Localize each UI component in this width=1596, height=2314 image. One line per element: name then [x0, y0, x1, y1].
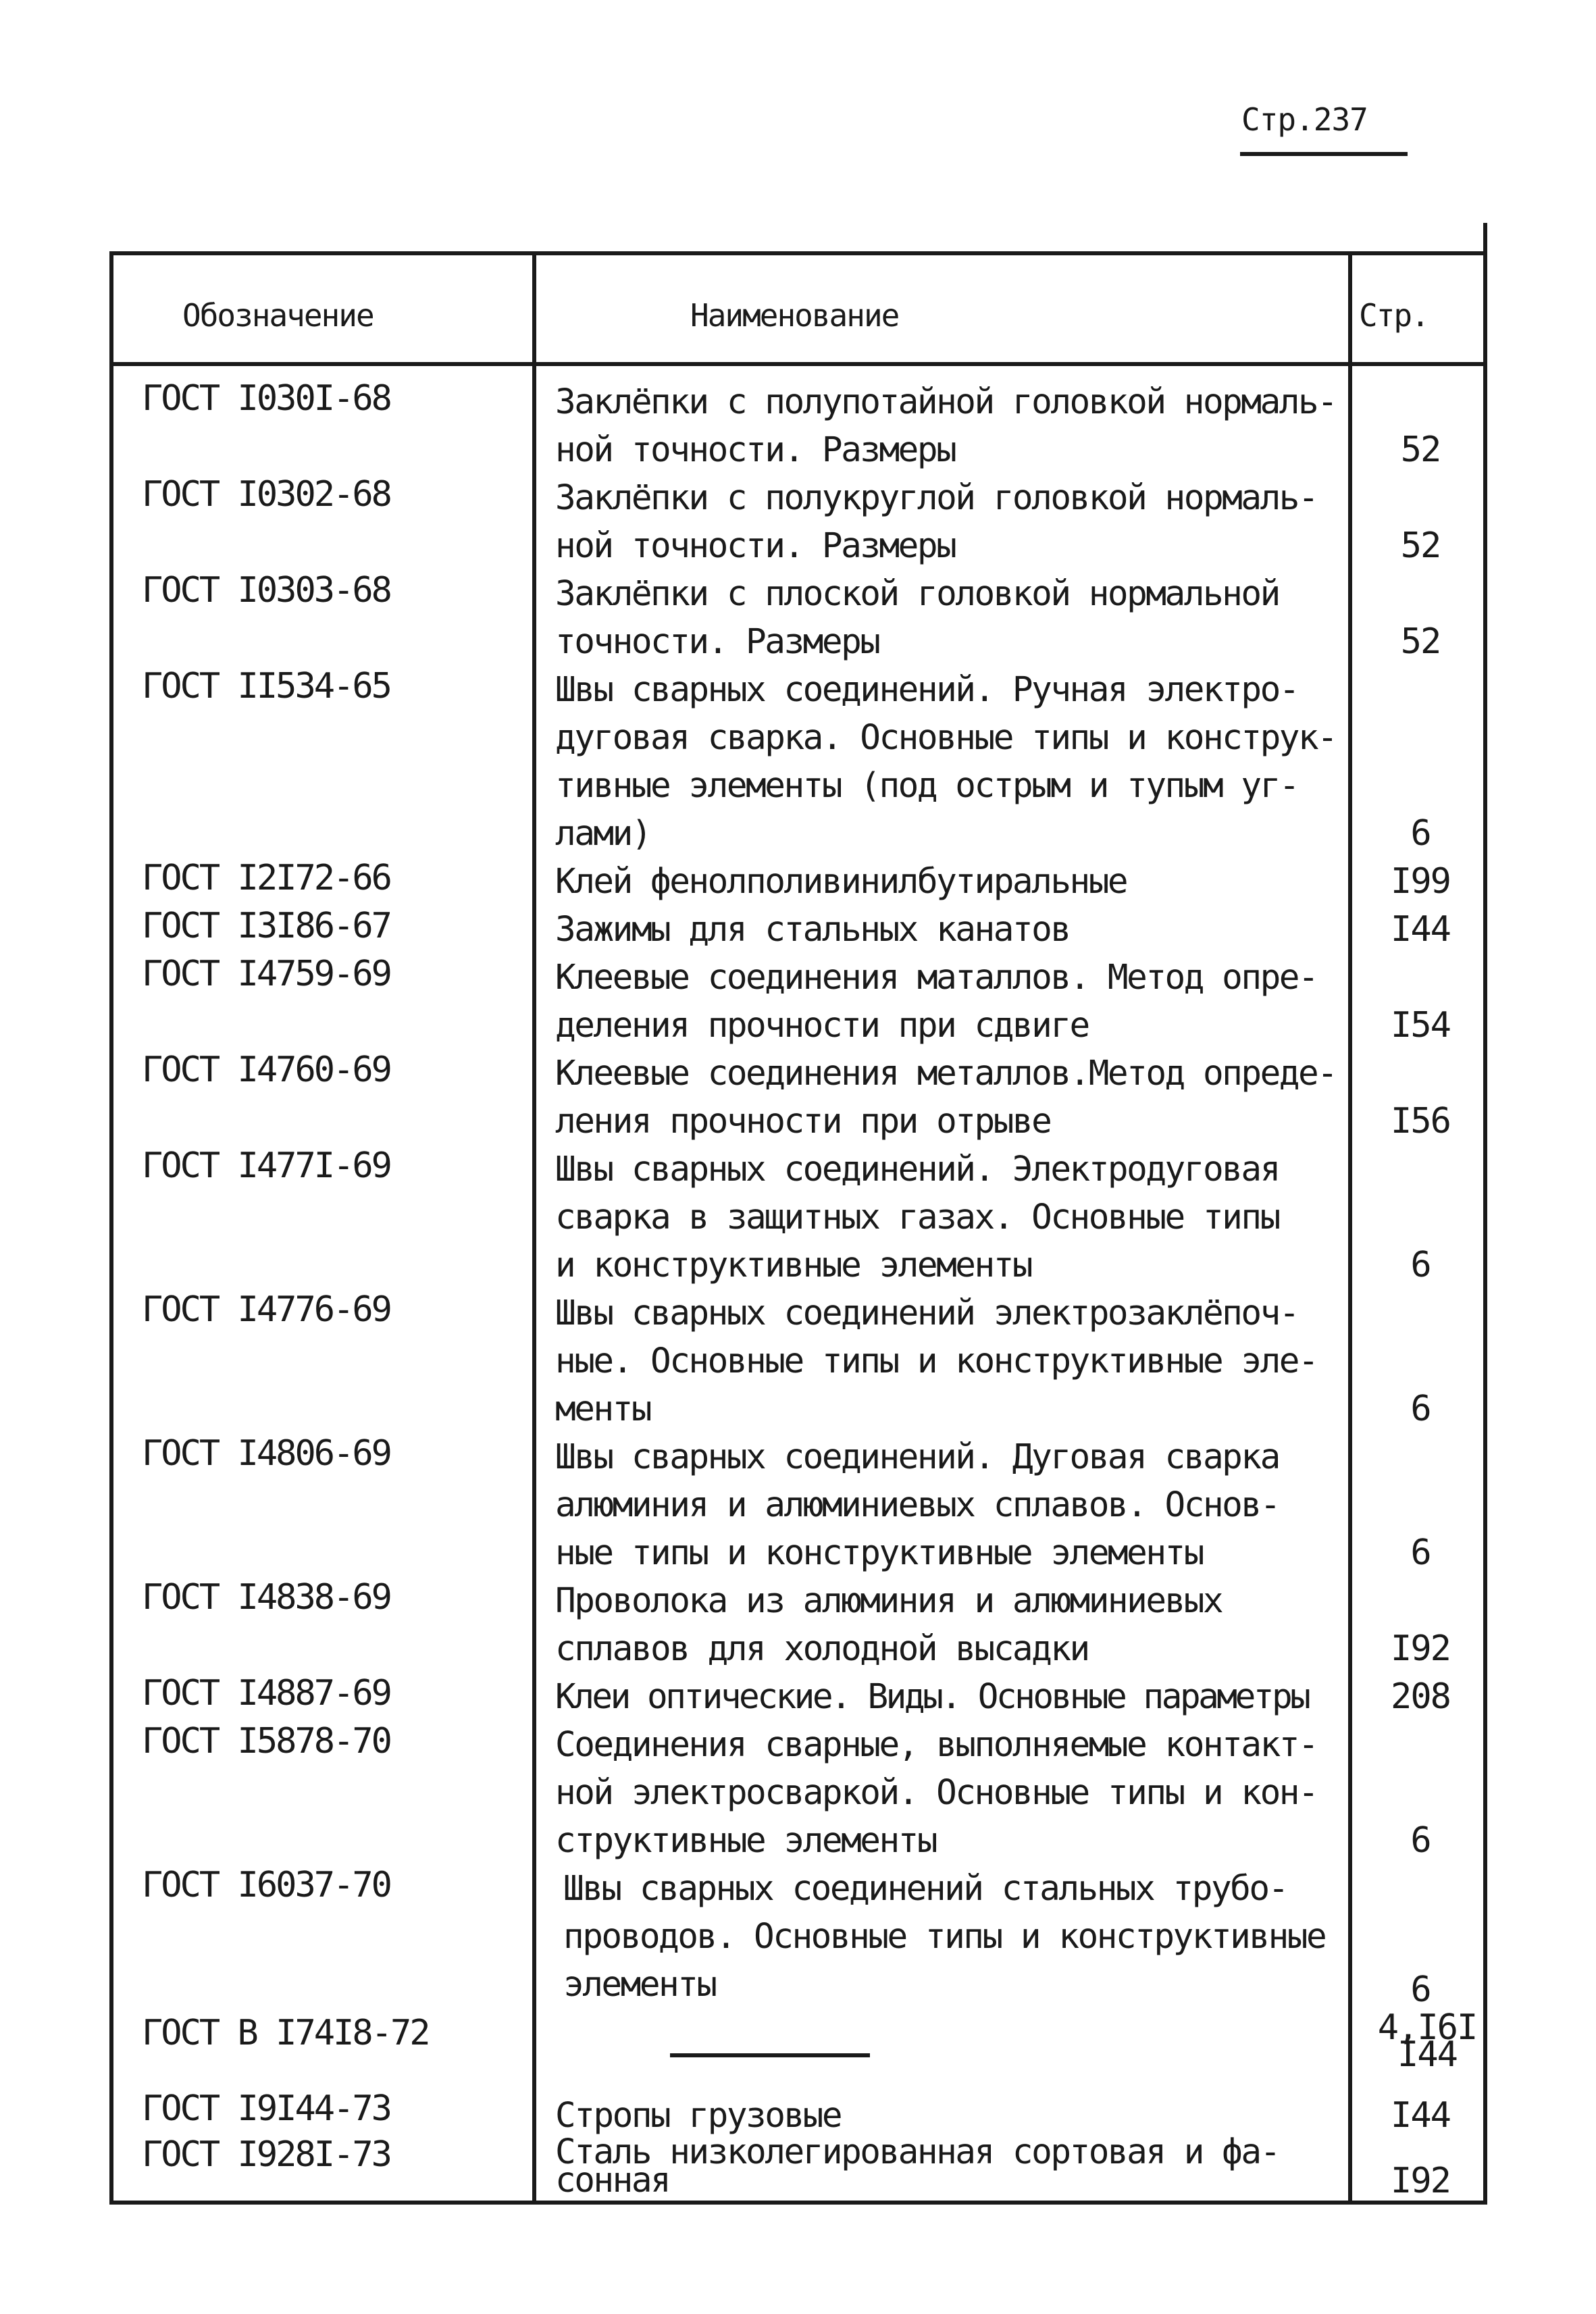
page-reference: 6 [1410, 1245, 1431, 1285]
page-reference: 6 [1410, 1389, 1431, 1429]
page-reference: I92 [1391, 1628, 1450, 1669]
page-reference: I44 [1391, 909, 1450, 950]
standard-code: ГОСТ I477I-69 [142, 1146, 390, 1186]
standard-code: ГОСТ I9I44-73 [142, 2088, 390, 2129]
standard-code: ГОСТ I4760-69 [142, 1050, 390, 1090]
standard-title: Сталь низколегированная сортовая и фа- сонная [555, 2132, 1279, 2201]
page-reference: 6 [1410, 1820, 1431, 1861]
standard-title: Клеевые соединения маталлов. Метод опре- деления прочности при сдвиге [555, 958, 1318, 1046]
standard-code: ГОСТ I4806-69 [142, 1433, 390, 1474]
standard-code: ГОСТ I4759-69 [142, 954, 390, 994]
page-reference: 52 [1400, 525, 1441, 566]
standard-title: Заклёпки с плоской головкой нормальной точности. Размеры [555, 574, 1279, 662]
standard-title: Соединения сварные, выполняемые контакт- ной электросваркой. Основные типы и кон- структивные элементы [555, 1725, 1318, 1861]
page-reference: I44 [1391, 2095, 1450, 2136]
standard-code: ГОСТ I0303-68 [142, 570, 390, 611]
standard-code: ГОСТ В I74I8-72 [142, 2013, 429, 2053]
standard-code: ГОСТ I2I72-66 [142, 858, 390, 898]
standard-code: ГОСТ I3I86-67 [142, 906, 390, 946]
page-reference: 4,I6I I44 [1377, 2007, 1477, 2075]
table-bottom-border [109, 2201, 1486, 2205]
page-reference: 52 [1400, 430, 1441, 470]
standard-title: Клей фенолполивинилбутиральные [555, 862, 1127, 902]
standard-title: Стропы грузовые [555, 2096, 842, 2136]
page-reference: I92 [1391, 2161, 1450, 2201]
page-number: Стр.237 [1241, 101, 1368, 138]
standard-code: ГОСТ I030I-68 [142, 378, 390, 419]
standard-code: ГОСТ I0302-68 [142, 474, 390, 515]
table-top-border [109, 251, 1486, 255]
standard-code: ГОСТ I928I-73 [142, 2134, 390, 2175]
column-divider-name [532, 251, 536, 2205]
standard-title: Швы сварных соединений. Ручная электро- дуговая сварка. Основные типы и конструк- тивные элементы (под острым и тупым уг- лами) [555, 670, 1337, 854]
dash-placeholder [670, 2053, 870, 2057]
header-name: Наименование [690, 297, 899, 334]
standard-title: Клеи оптические. Виды. Основные параметры [555, 1677, 1309, 1717]
standard-title: Заклёпки с полупотайной головкой нормаль- ной точности. Размеры [555, 382, 1337, 470]
page-reference: 208 [1391, 1676, 1450, 1717]
standard-title: Зажимы для стальных канатов [555, 910, 1070, 950]
standard-code: ГОСТ I4838-69 [142, 1577, 390, 1618]
standard-code: ГОСТ I4887-69 [142, 1673, 390, 1714]
standard-title: Швы сварных соединений стальных трубо- проводов. Основные типы и конструктивные элементы [563, 1869, 1326, 2005]
page-reference: I54 [1391, 1005, 1450, 1046]
table-left-border [109, 251, 113, 2205]
standard-title: Заклёпки с полукруглой головкой нормаль- ной точности. Размеры [555, 478, 1318, 566]
standard-title: Швы сварных соединений. Дуговая сварка алюминия и алюминиевых сплавов. Основ- ные типы и конструктивные элементы [555, 1437, 1279, 1573]
page-reference: 6 [1410, 1970, 1431, 2010]
standard-code: ГОСТ II534-65 [142, 666, 390, 706]
table-right-border [1483, 251, 1487, 2205]
standard-title: Швы сварных соединений электрозаклёпоч- ные. Основные типы и конструктивные эле- менты [555, 1293, 1318, 1429]
header-bottom-border [109, 362, 1486, 366]
header-designation: Обозначение [182, 297, 374, 334]
page-number-underline [1240, 152, 1408, 156]
standard-title: Проволока из алюминия и алюминиевых сплавов для холодной высадки [555, 1581, 1222, 1669]
standard-code: ГОСТ I6037-70 [142, 1865, 390, 1905]
page-reference: I99 [1391, 861, 1450, 902]
standard-code: ГОСТ I5878-70 [142, 1721, 390, 1762]
page-reference: 6 [1410, 813, 1431, 854]
standard-title: Клеевые соединения металлов.Метод опреде- ления прочности при отрыве [555, 1054, 1337, 1141]
page-reference: I56 [1391, 1101, 1450, 1141]
header-page: Стр. [1359, 297, 1428, 334]
page-reference: 52 [1400, 621, 1441, 662]
standard-code: ГОСТ I4776-69 [142, 1289, 390, 1330]
standard-title: Швы сварных соединений. Электродуговая сварка в защитных газах. Основные типы и конструктивные элементы [555, 1150, 1279, 1285]
page-reference: 6 [1410, 1533, 1431, 1573]
